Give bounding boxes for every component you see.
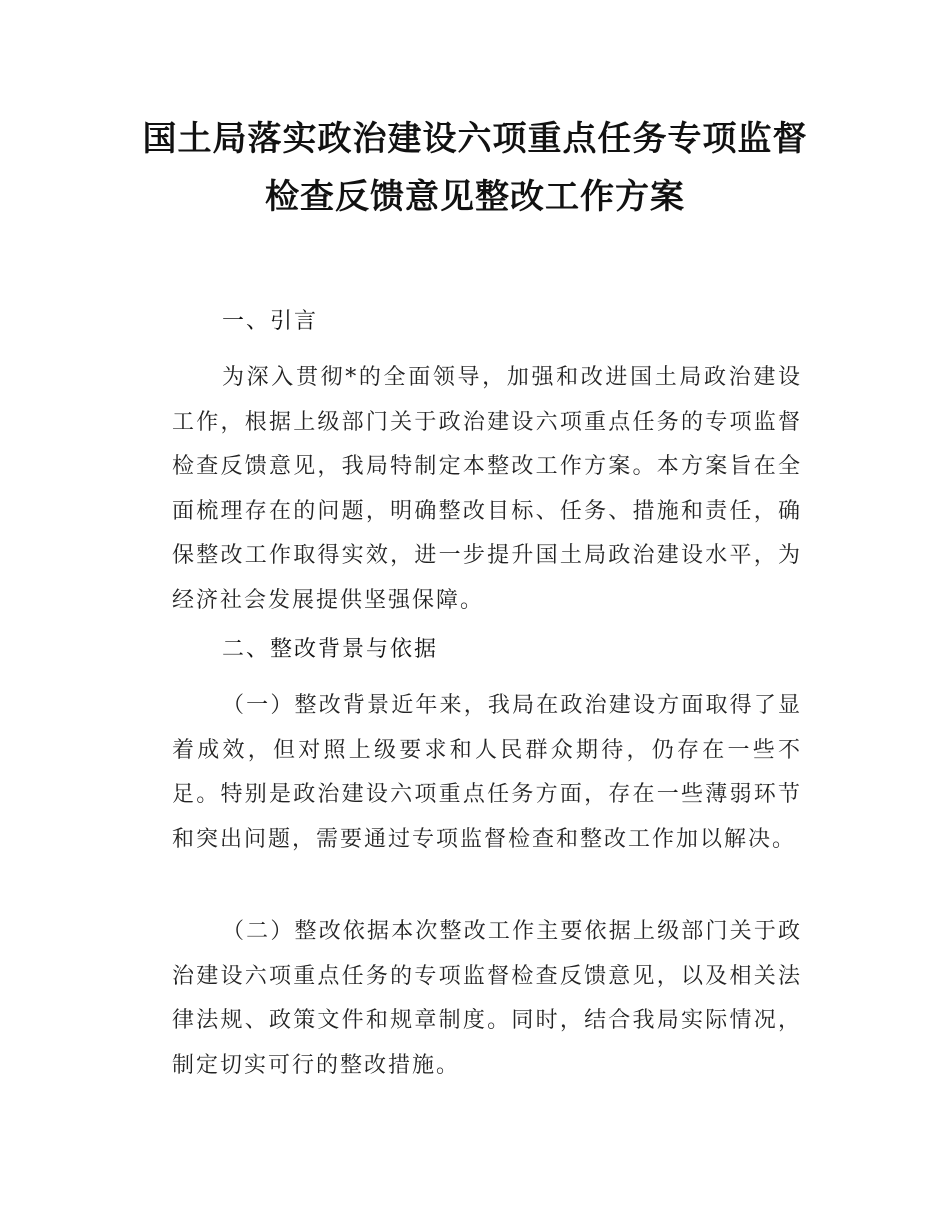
title-line-1: 国土局落实政治建设六项重点任务专项监督 (142, 119, 808, 159)
paragraph-basis: （二）整改依据本次整改工作主要依据上级部门关于政治建设六项重点任务的专项监督检查反馈意见，以及相关法律法规、政策文件和规章制度。同时，结合我局实际情况，制定切实可行的整改措施。 (172, 919, 802, 1078)
paragraph-intro: 为深入贯彻*的全面领导，加强和改进国土局政治建设工作，根据上级部门关于政治建设六项重点任务的专项监督检查反馈意见，我局特制定本整改工作方案。本方案旨在全面梳理存在的问题，明确整改目标、任务、措施和责任，确保整改工作取得实效，进一步提升国土局政治建设水平，为经济社会发展提供坚强保障。 (172, 365, 802, 613)
section-basis-body (172, 910, 802, 1088)
section-heading-intro: 一、引言 (222, 309, 319, 334)
paragraph-background: （一）整改背景近年来，我局在政治建设方面取得了显着成效，但对照上级要求和人民群众期待，仍存在一些不足。特别是政治建设六项重点任务方面，存在一些薄弱环节和突出问题，需要通过专项监督检查和整改工作加以解决。 (172, 693, 802, 852)
section-intro-body (172, 356, 802, 623)
section-heading-background: 二、整改背景与依据 (222, 637, 439, 662)
document-title (120, 110, 830, 226)
section-background-body (172, 684, 802, 862)
title-line-2: 检查反馈意见整改工作方案 (265, 177, 685, 217)
